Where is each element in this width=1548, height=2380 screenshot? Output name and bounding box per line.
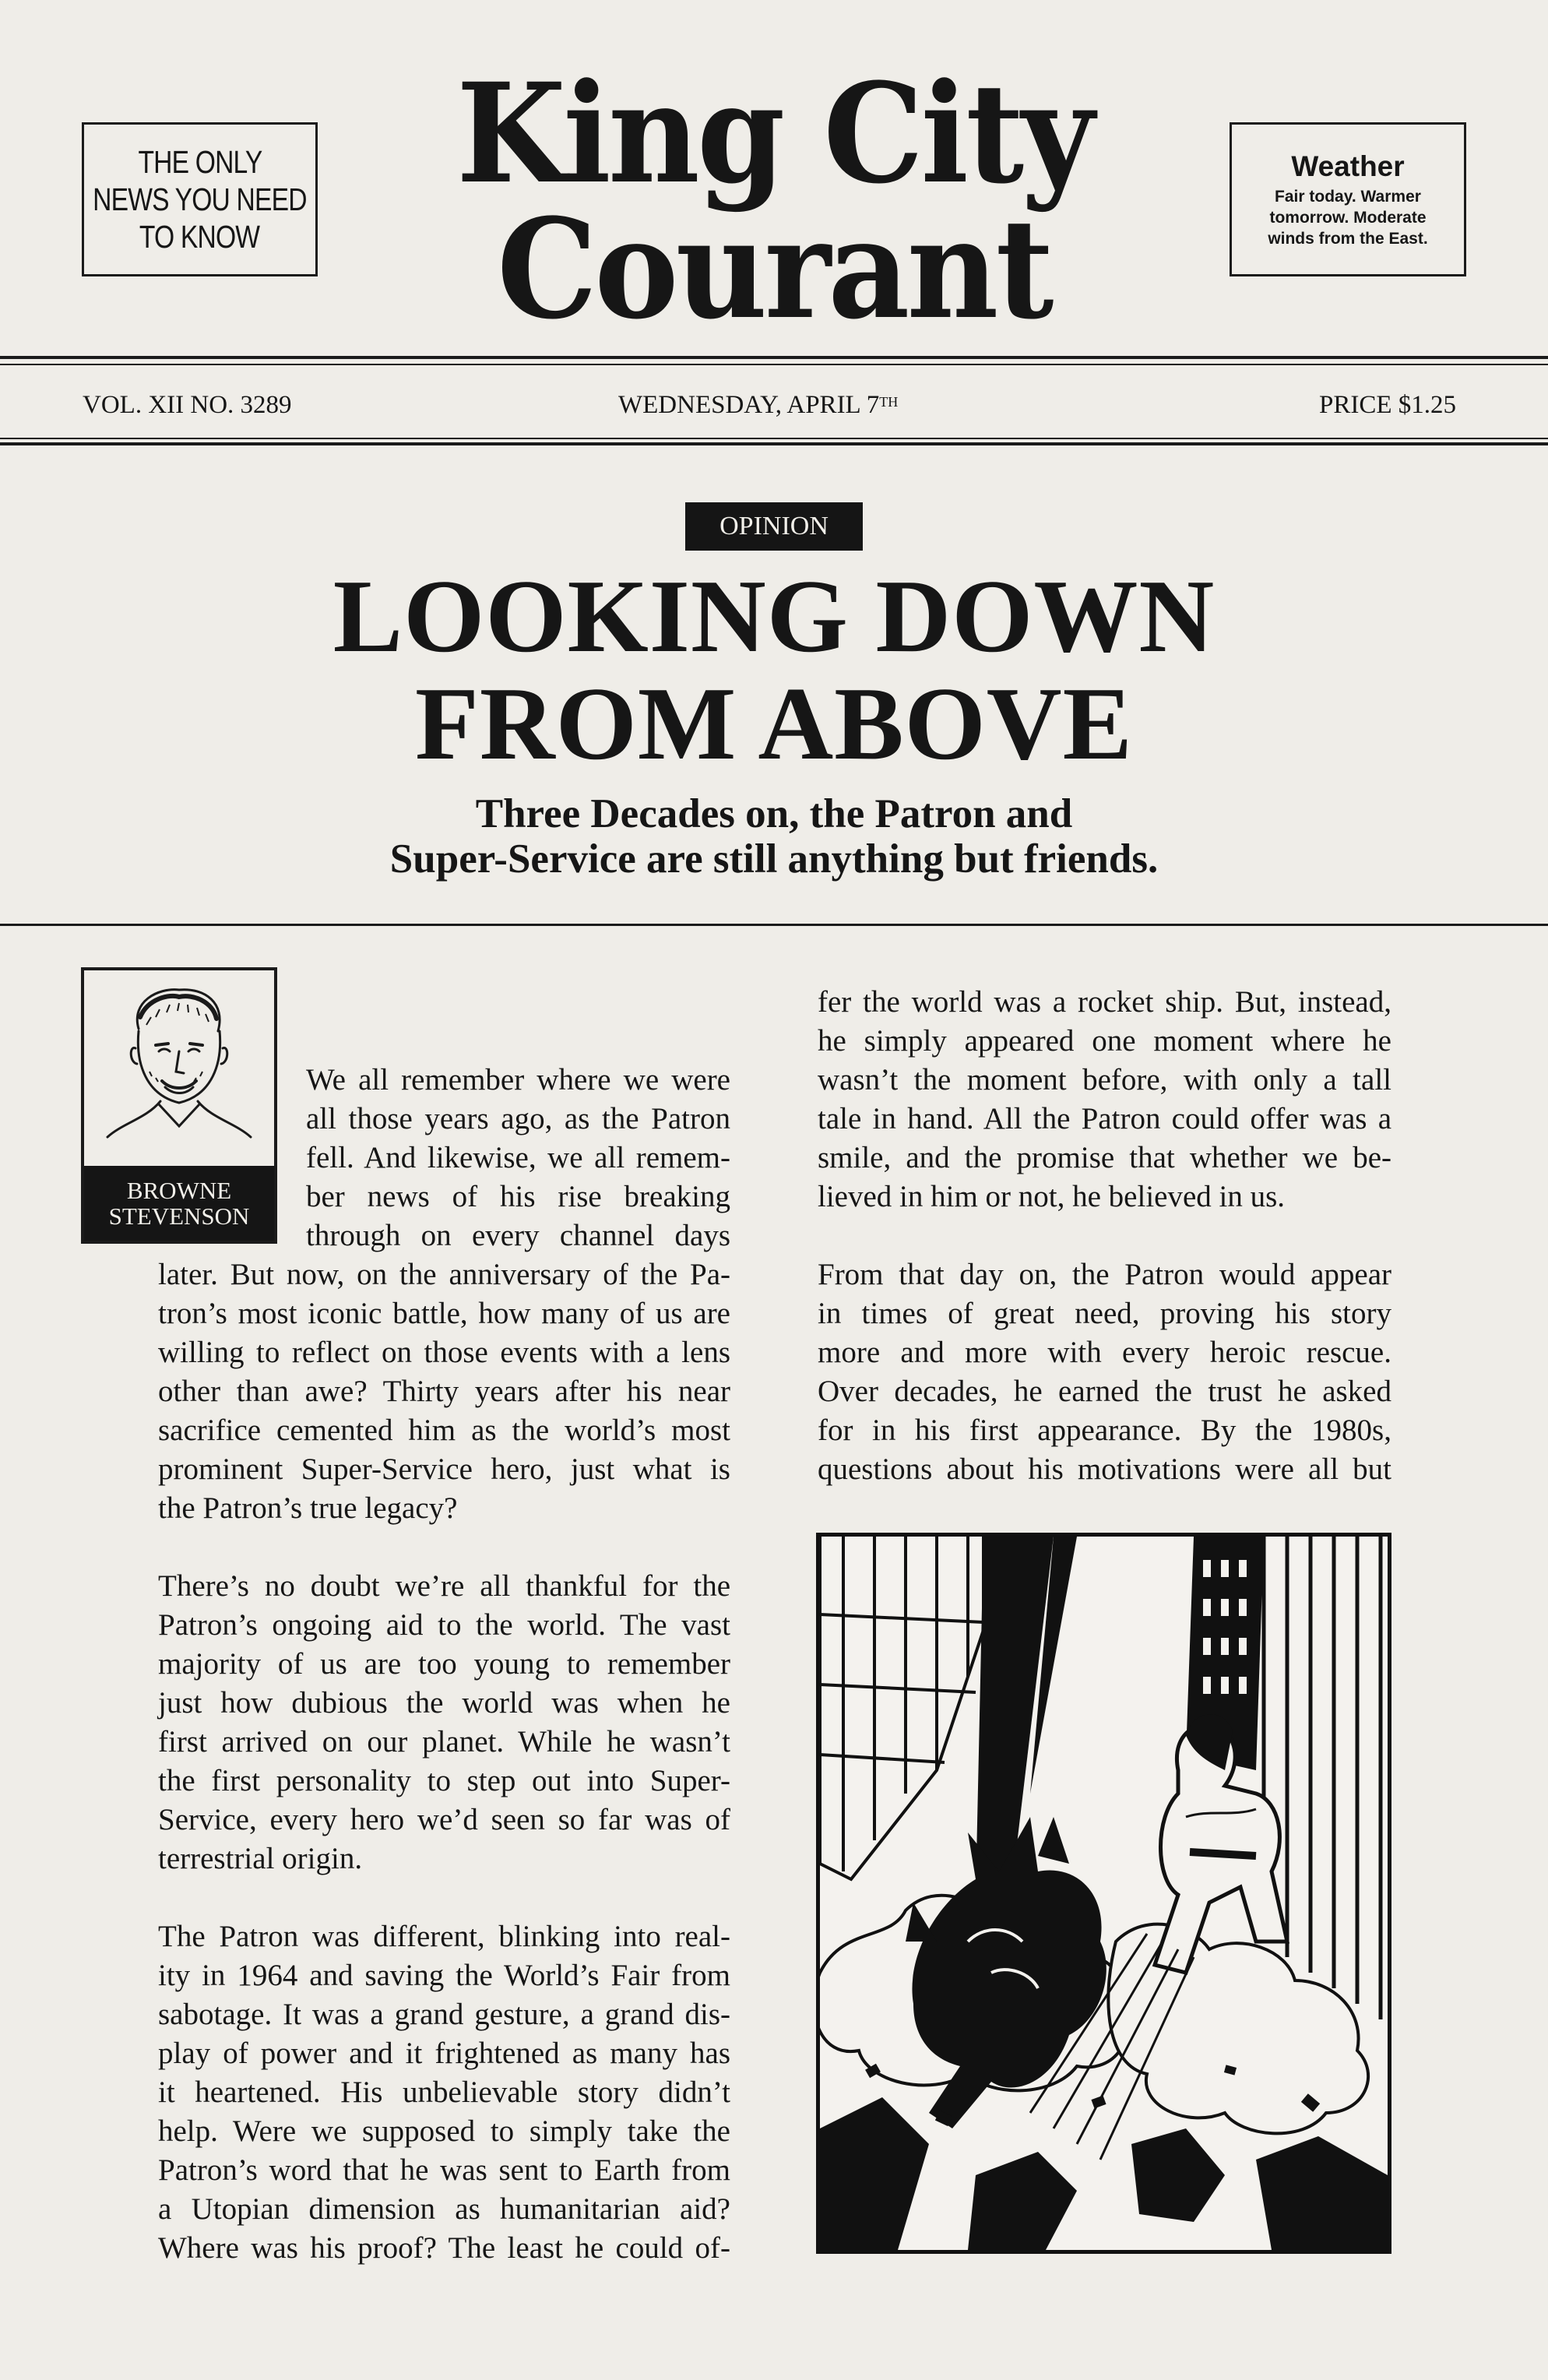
body-line: ber news of his rise breaking	[306, 1180, 730, 1213]
deck-line-2: Super-Service are still anything but friends.	[389, 836, 1159, 882]
dateline-rule-bottom	[0, 442, 1548, 445]
body-line: wasn’t the moment before, with only a tall	[818, 1063, 1391, 1097]
volume-number: VOL. XII NO. 3289	[83, 391, 292, 419]
comic-illustration	[816, 1533, 1391, 2254]
body-line: From that day on, the Patron would appear	[818, 1258, 1391, 1291]
body-line: terrestrial origin.	[158, 1842, 363, 1875]
weather-line: tomorrow. Moderate	[1269, 208, 1427, 227]
weather-box	[1230, 122, 1466, 276]
body-line: lieved in him or not, he believed in us.	[818, 1180, 1286, 1213]
body-line: later. But now, on the anniversary of the Pa-	[158, 1258, 730, 1291]
author-first-name: BROWNE	[126, 1177, 232, 1204]
body-line: questions about his motivations were all but	[818, 1452, 1391, 1486]
author-box	[81, 967, 277, 1244]
headline-line-2: FROM ABOVE	[415, 666, 1133, 781]
dateline-rule-thin	[0, 438, 1548, 439]
date-suffix: TH	[879, 394, 899, 410]
weather-title: Weather	[1291, 150, 1405, 182]
slogan-line: THE ONLY	[137, 144, 262, 180]
weather-line: winds from the East.	[1268, 229, 1428, 248]
body-line: majority of us are too young to remember	[158, 1647, 730, 1681]
body-line: ity in 1964 and saving the World’s Fair from	[158, 1959, 730, 1992]
slogan-line: TO KNOW	[139, 219, 260, 255]
body-line: Patron’s word that he was sent to Earth from	[158, 2153, 730, 2187]
body-line: Where was his proof? The least he could of-	[158, 2231, 730, 2265]
body-line: fer the world was a rocket ship. But, instead,	[818, 985, 1391, 1019]
body-line: tron’s most iconic battle, how many of us are	[158, 1297, 730, 1330]
body-line: for in his first appearance. By the 1980s,	[818, 1414, 1391, 1447]
author-portrait	[84, 970, 274, 1169]
battle-illustration	[820, 1537, 1388, 2250]
body-line: prominent Super-Service hero, just what is	[158, 1452, 730, 1486]
body-line: other than awe? Thirty years after his near	[158, 1375, 730, 1408]
body-line: We all remember where we were	[306, 1063, 730, 1097]
body-line: it heartened. His unbelievable story didn’t	[158, 2075, 730, 2109]
section-tag: OPINION	[685, 502, 863, 551]
body-line: Over decades, he earned the trust he asked	[818, 1375, 1391, 1408]
masthead-rule-top	[0, 356, 1548, 359]
author-name-label	[84, 1166, 274, 1241]
newspaper-title-line-1: King City	[456, 53, 1092, 214]
body-line: sabotage. It was a grand gesture, a grand dis-	[158, 1998, 730, 2031]
body-line: a Utopian dimension as humanitarian aid?	[158, 2192, 730, 2226]
body-line: Service, every hero we’d seen so far was of	[158, 1803, 730, 1836]
body-line: There’s no doubt we’re all thankful for the	[158, 1569, 730, 1603]
slogan-line: NEWS YOU NEED	[93, 181, 307, 217]
body-line: just how dubious the world was when he	[158, 1686, 730, 1720]
body-line: he simply appeared one moment where he	[818, 1024, 1391, 1058]
body-line: fell. And likewise, we all remem-	[306, 1141, 730, 1174]
headline-line-1: LOOKING DOWN	[332, 558, 1216, 674]
deck-line-1: Three Decades on, the Patron and	[475, 791, 1073, 836]
body-line: first arrived on our planet. While he wasn’t	[158, 1725, 730, 1759]
body-line: all those years ago, as the Patron	[306, 1102, 730, 1135]
body-line: more and more with every heroic rescue.	[818, 1336, 1391, 1369]
body-line: willing to reflect on those events with a lens	[158, 1336, 730, 1369]
body-line: the Patron’s true legacy?	[158, 1491, 458, 1525]
author-last-name: STEVENSON	[108, 1202, 250, 1230]
issue-date: WEDNESDAY, APRIL 7TH	[618, 391, 899, 419]
body-line: through on every channel days	[306, 1219, 730, 1252]
body-line: Patron’s ongoing aid to the world. The vast	[158, 1608, 730, 1642]
issue-price: PRICE $1.25	[1319, 391, 1457, 419]
body-line: in times of great need, proving his story	[818, 1297, 1391, 1330]
body-line: the first personality to step out into Super-	[158, 1764, 730, 1797]
body-line: The Patron was different, blinking into real-	[158, 1920, 730, 1953]
body-line: play of power and it frightened as many has	[158, 2037, 730, 2070]
body-line: smile, and the promise that whether we be-	[818, 1141, 1391, 1174]
headline-rule	[0, 924, 1548, 926]
masthead-rule-top-thin	[0, 364, 1548, 365]
weather-line: Fair today. Warmer	[1275, 187, 1421, 206]
body-line: tale in hand. All the Patron could offer was a	[818, 1102, 1391, 1135]
body-line: sacrifice cemented him as the world’s most	[158, 1414, 730, 1447]
newspaper-title-line-2: Courant	[497, 188, 1051, 350]
body-line: help. Were we supposed to simply take the	[158, 2114, 730, 2148]
